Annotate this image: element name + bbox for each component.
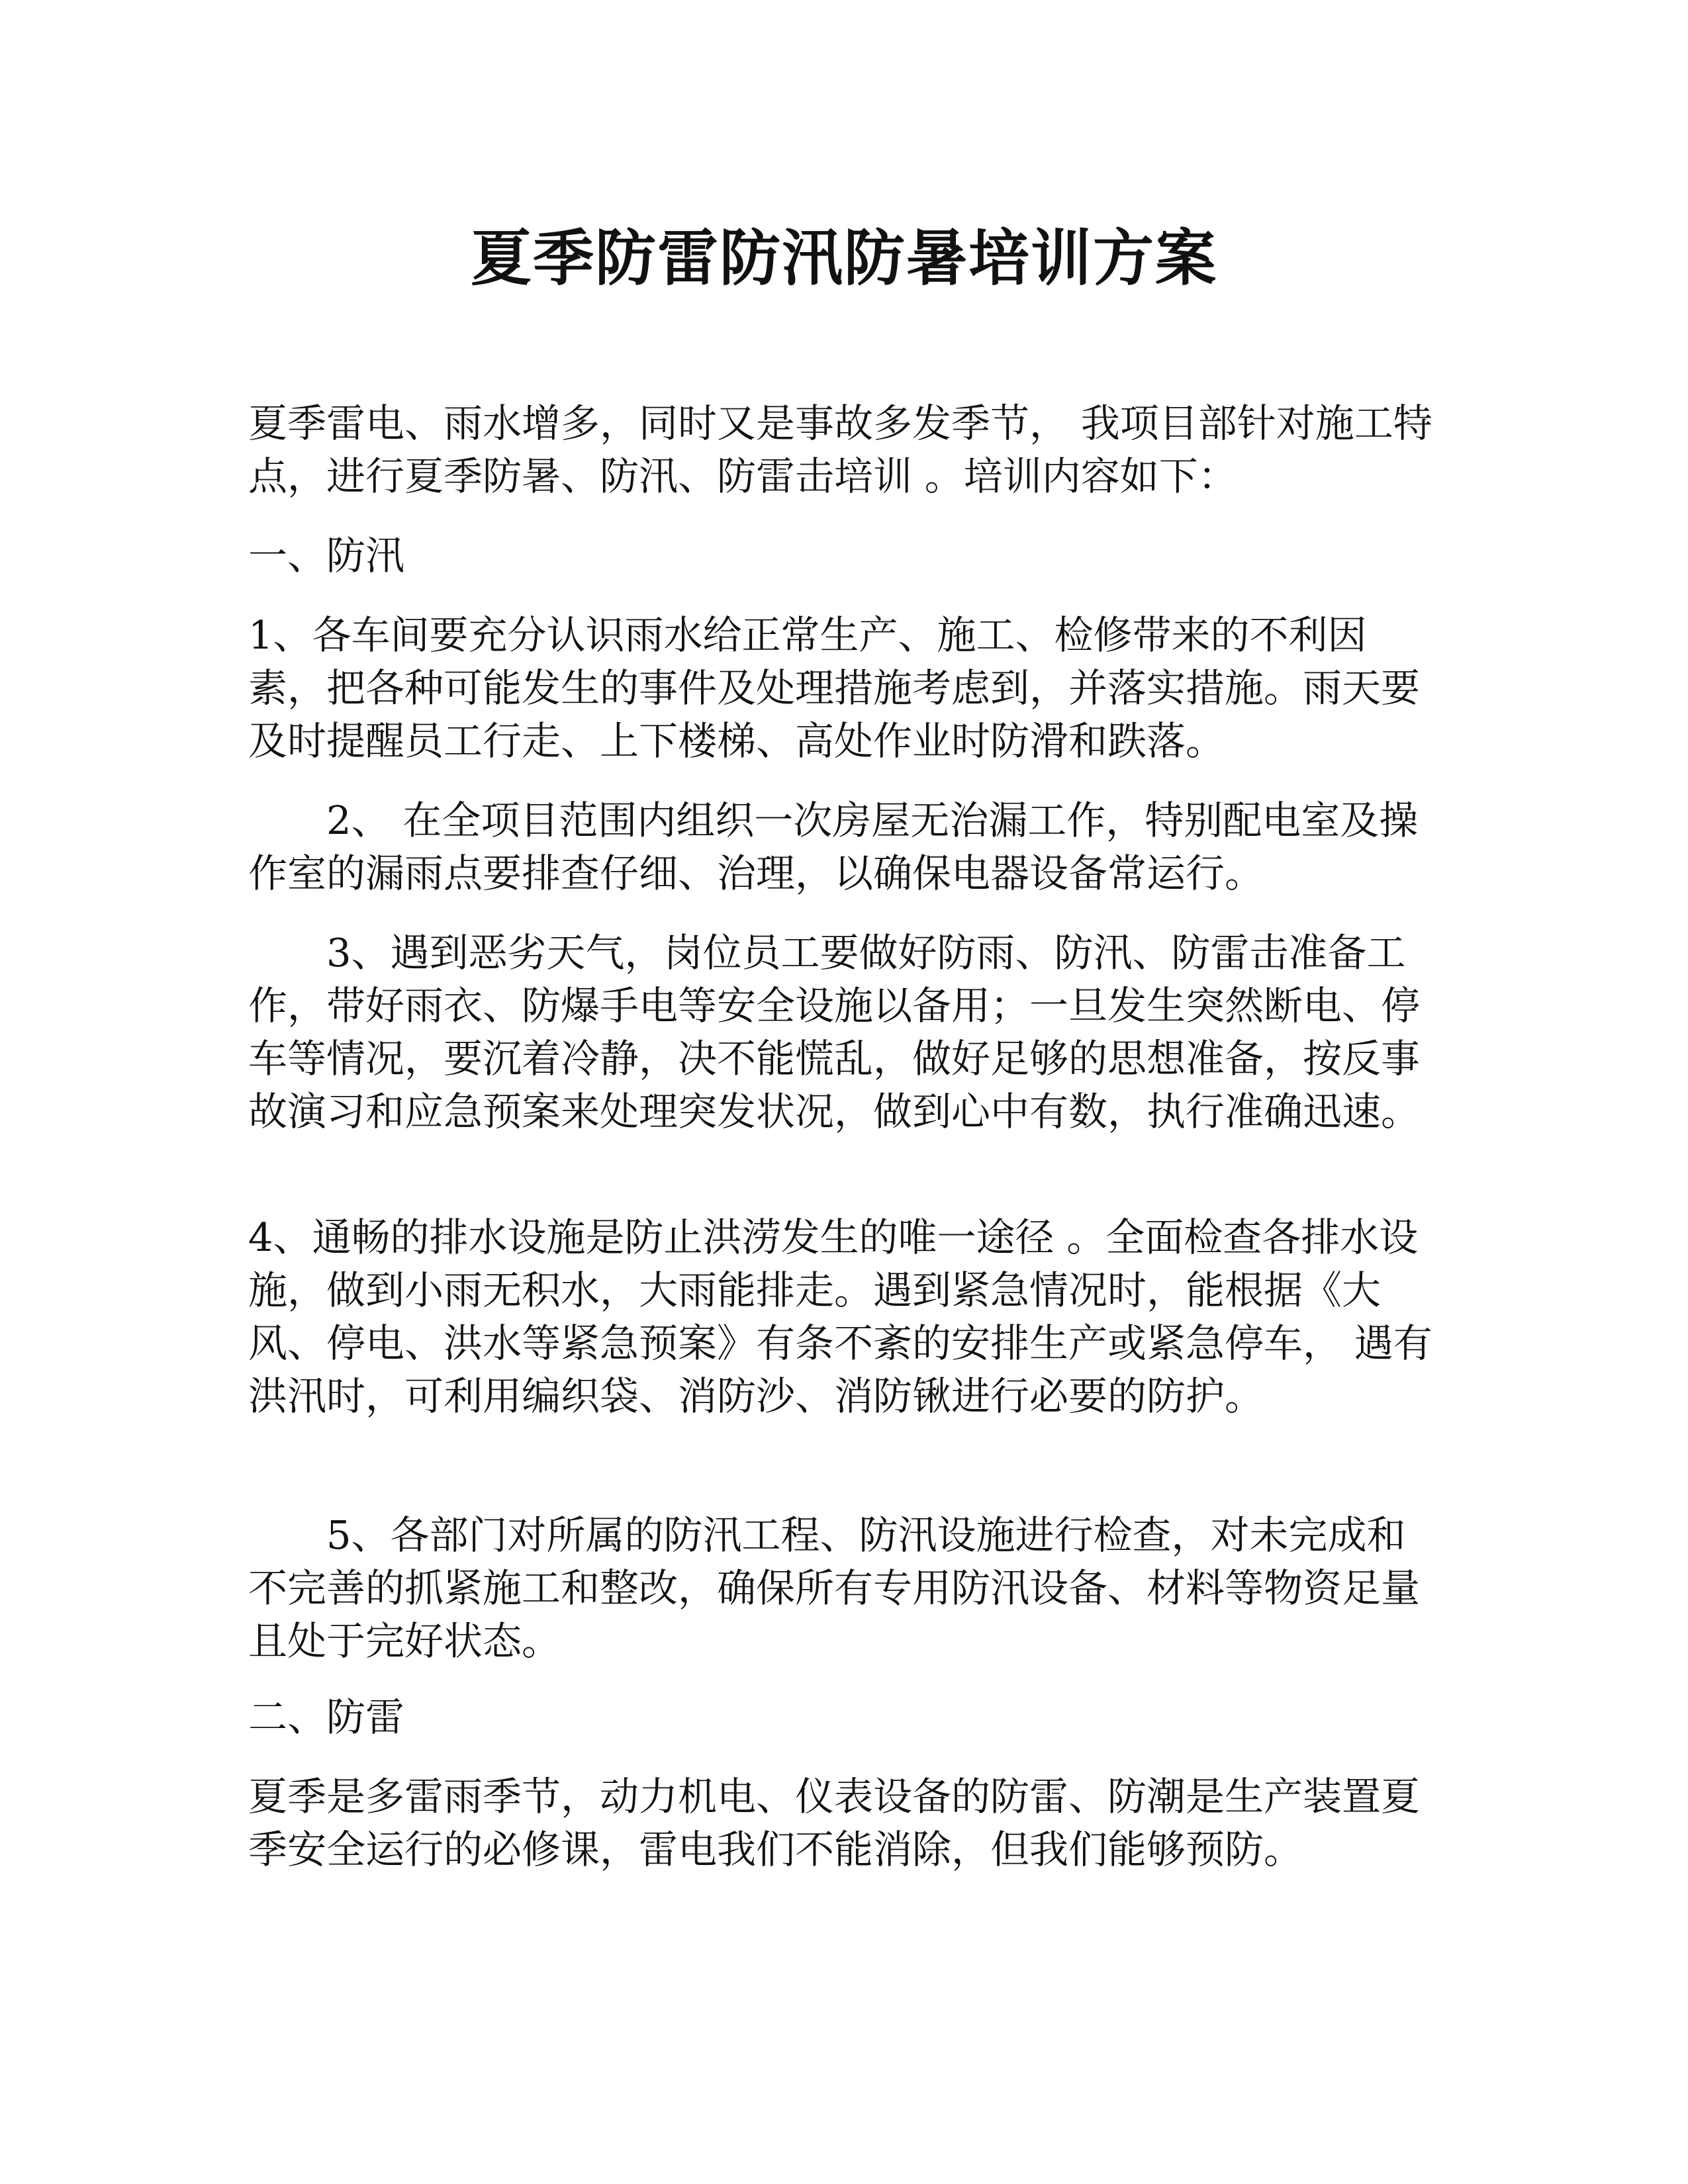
page-title: 夏季防雷防汛防暑培训方案 bbox=[470, 222, 1217, 294]
list-item-3: 3、遇到恶劣天气，岗位员工要做好防雨、防汛、防雷击准备工作，带好雨衣、防爆手电等安全设施以备用；一旦发生突然断电、停车等情况，要沉着冷静，决不能慌乱，做好足够的思想准备，按反事故演习和应急预案来处理突发状况，做到心中有数，执行准确迅速。 bbox=[248, 930, 1421, 1134]
list-item-1: 1、各车间要充分认识雨水给正常生产、施工、检修带来的不利因素，把各种可能发生的事件及处理措施考虑到，并落实措施。雨天要及时提醒员工行走、上下楼梯、高处作业时防滑和跌落。 bbox=[248, 612, 1421, 764]
section-heading-flood: 一、防汛 bbox=[248, 533, 405, 578]
list-item-5: 5、各部门对所属的防汛工程、防汛设施进行检查，对未完成和不完善的抓紧施工和整改，确保所有专用防汛设备、材料等物资足量且处于完好状态。 bbox=[248, 1512, 1421, 1664]
list-item-2: 2、 在全项目范围内组织一次房屋无治漏工作，特别配电室及操作室的漏雨点要排查仔细、治理，以确保电器设备常运行。 bbox=[248, 797, 1419, 896]
section-heading-lightning: 二、防雷 bbox=[248, 1694, 405, 1740]
list-item-4: 4、通畅的排水设施是防止洪涝发生的唯一途径 。全面检查各排水设施，做到小雨无积水，大雨能排走。遇到紧急情况时，能根据《大风、停电、洪水等紧急预案》有条不紊的安排生产或紧急停车， 遇有洪汛时，可利用编织袋、消防沙、消防锹进行必要的防护。 bbox=[248, 1214, 1432, 1419]
lightning-paragraph: 夏季是多雷雨季节，动力机电、仪表设备的防雷、防潮是生产装置夏季安全运行的必修课，雷电我们不能消除，但我们能够预防。 bbox=[248, 1774, 1421, 1872]
intro-paragraph: 夏季雷电、雨水增多，同时又是事故多发季节， 我项目部针对施工特点，进行夏季防暑、防汛、防雷击培训 。培训内容如下： bbox=[248, 400, 1432, 499]
